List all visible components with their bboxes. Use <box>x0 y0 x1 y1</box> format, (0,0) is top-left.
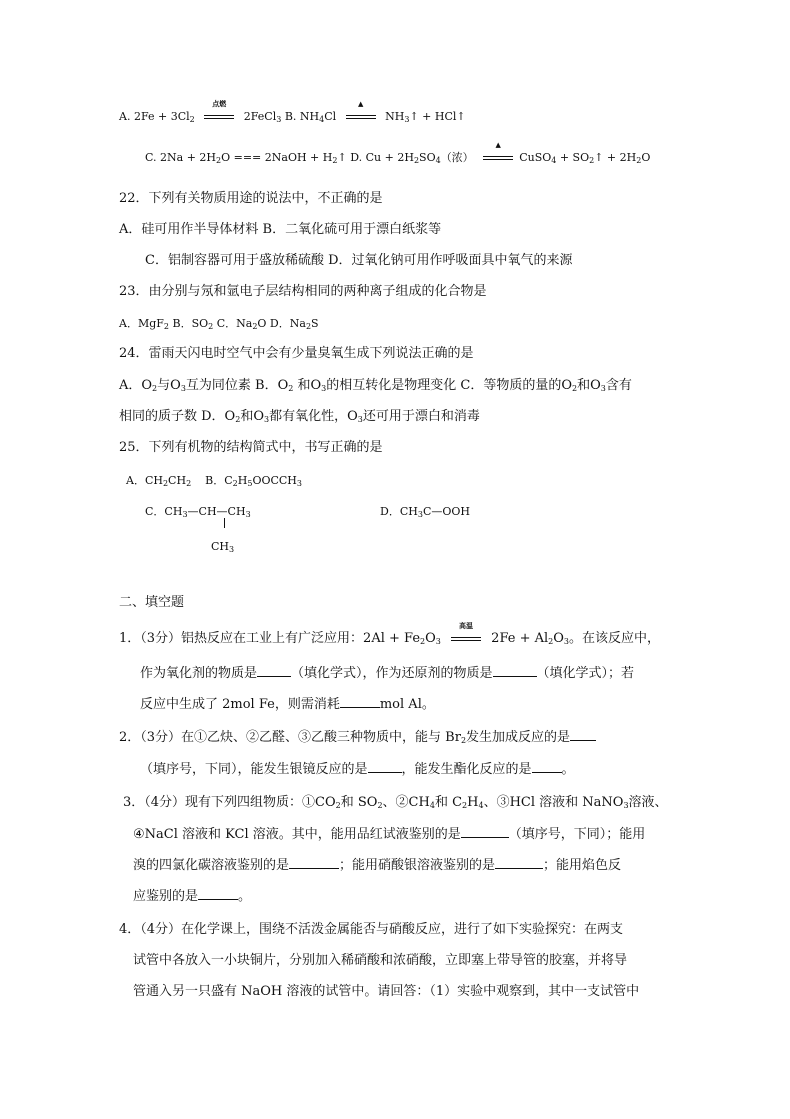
answer-blank[interactable] <box>570 728 596 741</box>
q25-option-d: D．$CH_3C—OOH$ <box>380 505 470 519</box>
reaction-condition-arrow: 点燃 <box>204 112 234 122</box>
q25-branch-bond <box>224 518 225 528</box>
q21-option-c: C. $2Na + 2H_2O$ === 2NaOH + $H_2↑$ <box>145 151 347 165</box>
answer-blank[interactable] <box>340 695 380 708</box>
fill-q3-line2: ④NaCl 溶液和 KCl 溶液。其中，能用品红试液鉴别的是 （填序号，下同）；能用 <box>133 827 646 842</box>
reaction-condition-arrow: ▲ <box>346 112 376 122</box>
answer-blank[interactable] <box>368 760 402 773</box>
reaction-condition-arrow: ▲ <box>483 153 513 163</box>
q21-option-b: B. $NH_4Cl$ ▲ $NH_3↑$ + HCl↑ <box>284 99 466 124</box>
q25-options-ab: A．$CH_2CH_2$ B．$C_2H_5OOCCH_3$ <box>126 474 302 488</box>
q21-option-a-b <box>119 99 466 126</box>
answer-blank[interactable] <box>495 856 543 869</box>
fill-q3-line3: 溴的四氯化碳溶液鉴别的是 ；能用硝酸银溶液鉴别的是 ；能用焰色反 <box>133 858 622 873</box>
reaction-condition-arrow: 高温 <box>451 634 481 644</box>
q25-stem: 25．下列有机物的结构简式中，书写正确的是 <box>119 440 383 455</box>
answer-blank[interactable] <box>257 664 291 677</box>
q25-option-c-branch: $CH_3$ <box>211 540 235 554</box>
q25-option-c: C．$CH_3—CH—CH_3$ <box>145 505 251 519</box>
q24-stem: 24．雷雨天闪电时空气中会有少量臭氧生成下列说法正确的是 <box>119 346 474 361</box>
fill-q1-line2: 作为氧化剂的物质是 （填化学式），作为还原剂的物质是 （填化学式）；若 <box>140 666 635 681</box>
q23-options: A．MgF$_2$ B．$SO_2$ C．$Na_2O$ D．$Na_2S$ <box>119 317 319 331</box>
answer-blank[interactable] <box>461 825 509 838</box>
fill-q3-line4: 应鉴别的是 。 <box>133 889 252 904</box>
q21-option-a: A. $2Fe + 3Cl_2$ 点燃 2FeCl$_3$ <box>119 99 282 124</box>
fill-q4-line3: 管通入另一只盛有 NaOH 溶液的试管中。请回答：（1）实验中观察到，其中一支试管中 <box>133 984 640 999</box>
q22-stem: 22．下列有关物质用途的说法中，不正确的是 <box>119 191 383 206</box>
fill-q2-line2: （填序号，下同），能发生银镜反应的是 ，能发生酯化反应的是 。 <box>140 762 575 777</box>
answer-blank[interactable] <box>493 664 537 677</box>
answer-blank[interactable] <box>532 760 562 773</box>
answer-blank[interactable] <box>289 856 339 869</box>
q22-options-ab: A．硅可用作半导体材料 B．二氧化硫可用于漂白纸浆等 <box>119 222 442 237</box>
fill-q4-line2: 试管中各放入一小块铜片，分别加入稀硝酸和浓硝酸，立即塞上带导管的胶塞，并将导 <box>133 953 628 968</box>
answer-blank[interactable] <box>198 887 238 900</box>
q22-options-cd: C．铝制容器可用于盛放稀硫酸 D．过氧化钠可用作呼吸面具中氧气的来源 <box>145 253 573 268</box>
section-title: 二、填空题 <box>119 595 185 610</box>
fill-q1-line1: 1．（3分）铝热反应在工业上有广泛应用：$2Al + Fe_2O_3$ 高温 $2Fe + Al_2O_3$。在该反应中， <box>119 620 661 646</box>
q21-option-c-d <box>145 140 651 167</box>
q24-options-line1: A．$O_2$与$O_3$互为同位素 B．$O_2$ 和$O_3$的相互转化是物理变化 C．等物质的量的$O_2$和$O_3$含有 <box>119 378 632 393</box>
fill-q3-line1: 3．（4分）现有下列四组物质：$①CO_2$和 $SO_2$、$②CH_4$和 $C_2H_4$、③HCl 溶液和 NaNO$_3$溶液、 <box>123 795 668 810</box>
q23-stem: 23．由分别与氖和氩电子层结构相同的两种离子组成的化合物是 <box>119 284 487 299</box>
fill-q2-line1: 2．（3分）在①乙炔、②乙醛、③乙酸三种物质中，能与 $Br_2$发生加成反应的是 <box>119 728 596 747</box>
fill-q4-line1: 4．（4分）在化学课上，围绕不活泼金属能否与硝酸反应，进行了如下实验探究：在两支 <box>119 922 624 937</box>
q24-options-line2: 相同的质子数 D．$O_2$和$O_3$都有氧化性，$O_3$还可用于漂白和消毒 <box>119 409 480 424</box>
fill-q1-line3: 反应中生成了 2mol Fe，则需消耗 mol Al。 <box>140 697 435 712</box>
q21-option-d: D. $Cu + 2H_2SO_4$（浓） ▲ CuSO$_4$ + $SO_2↑ + 2H_2O$ <box>350 140 651 165</box>
